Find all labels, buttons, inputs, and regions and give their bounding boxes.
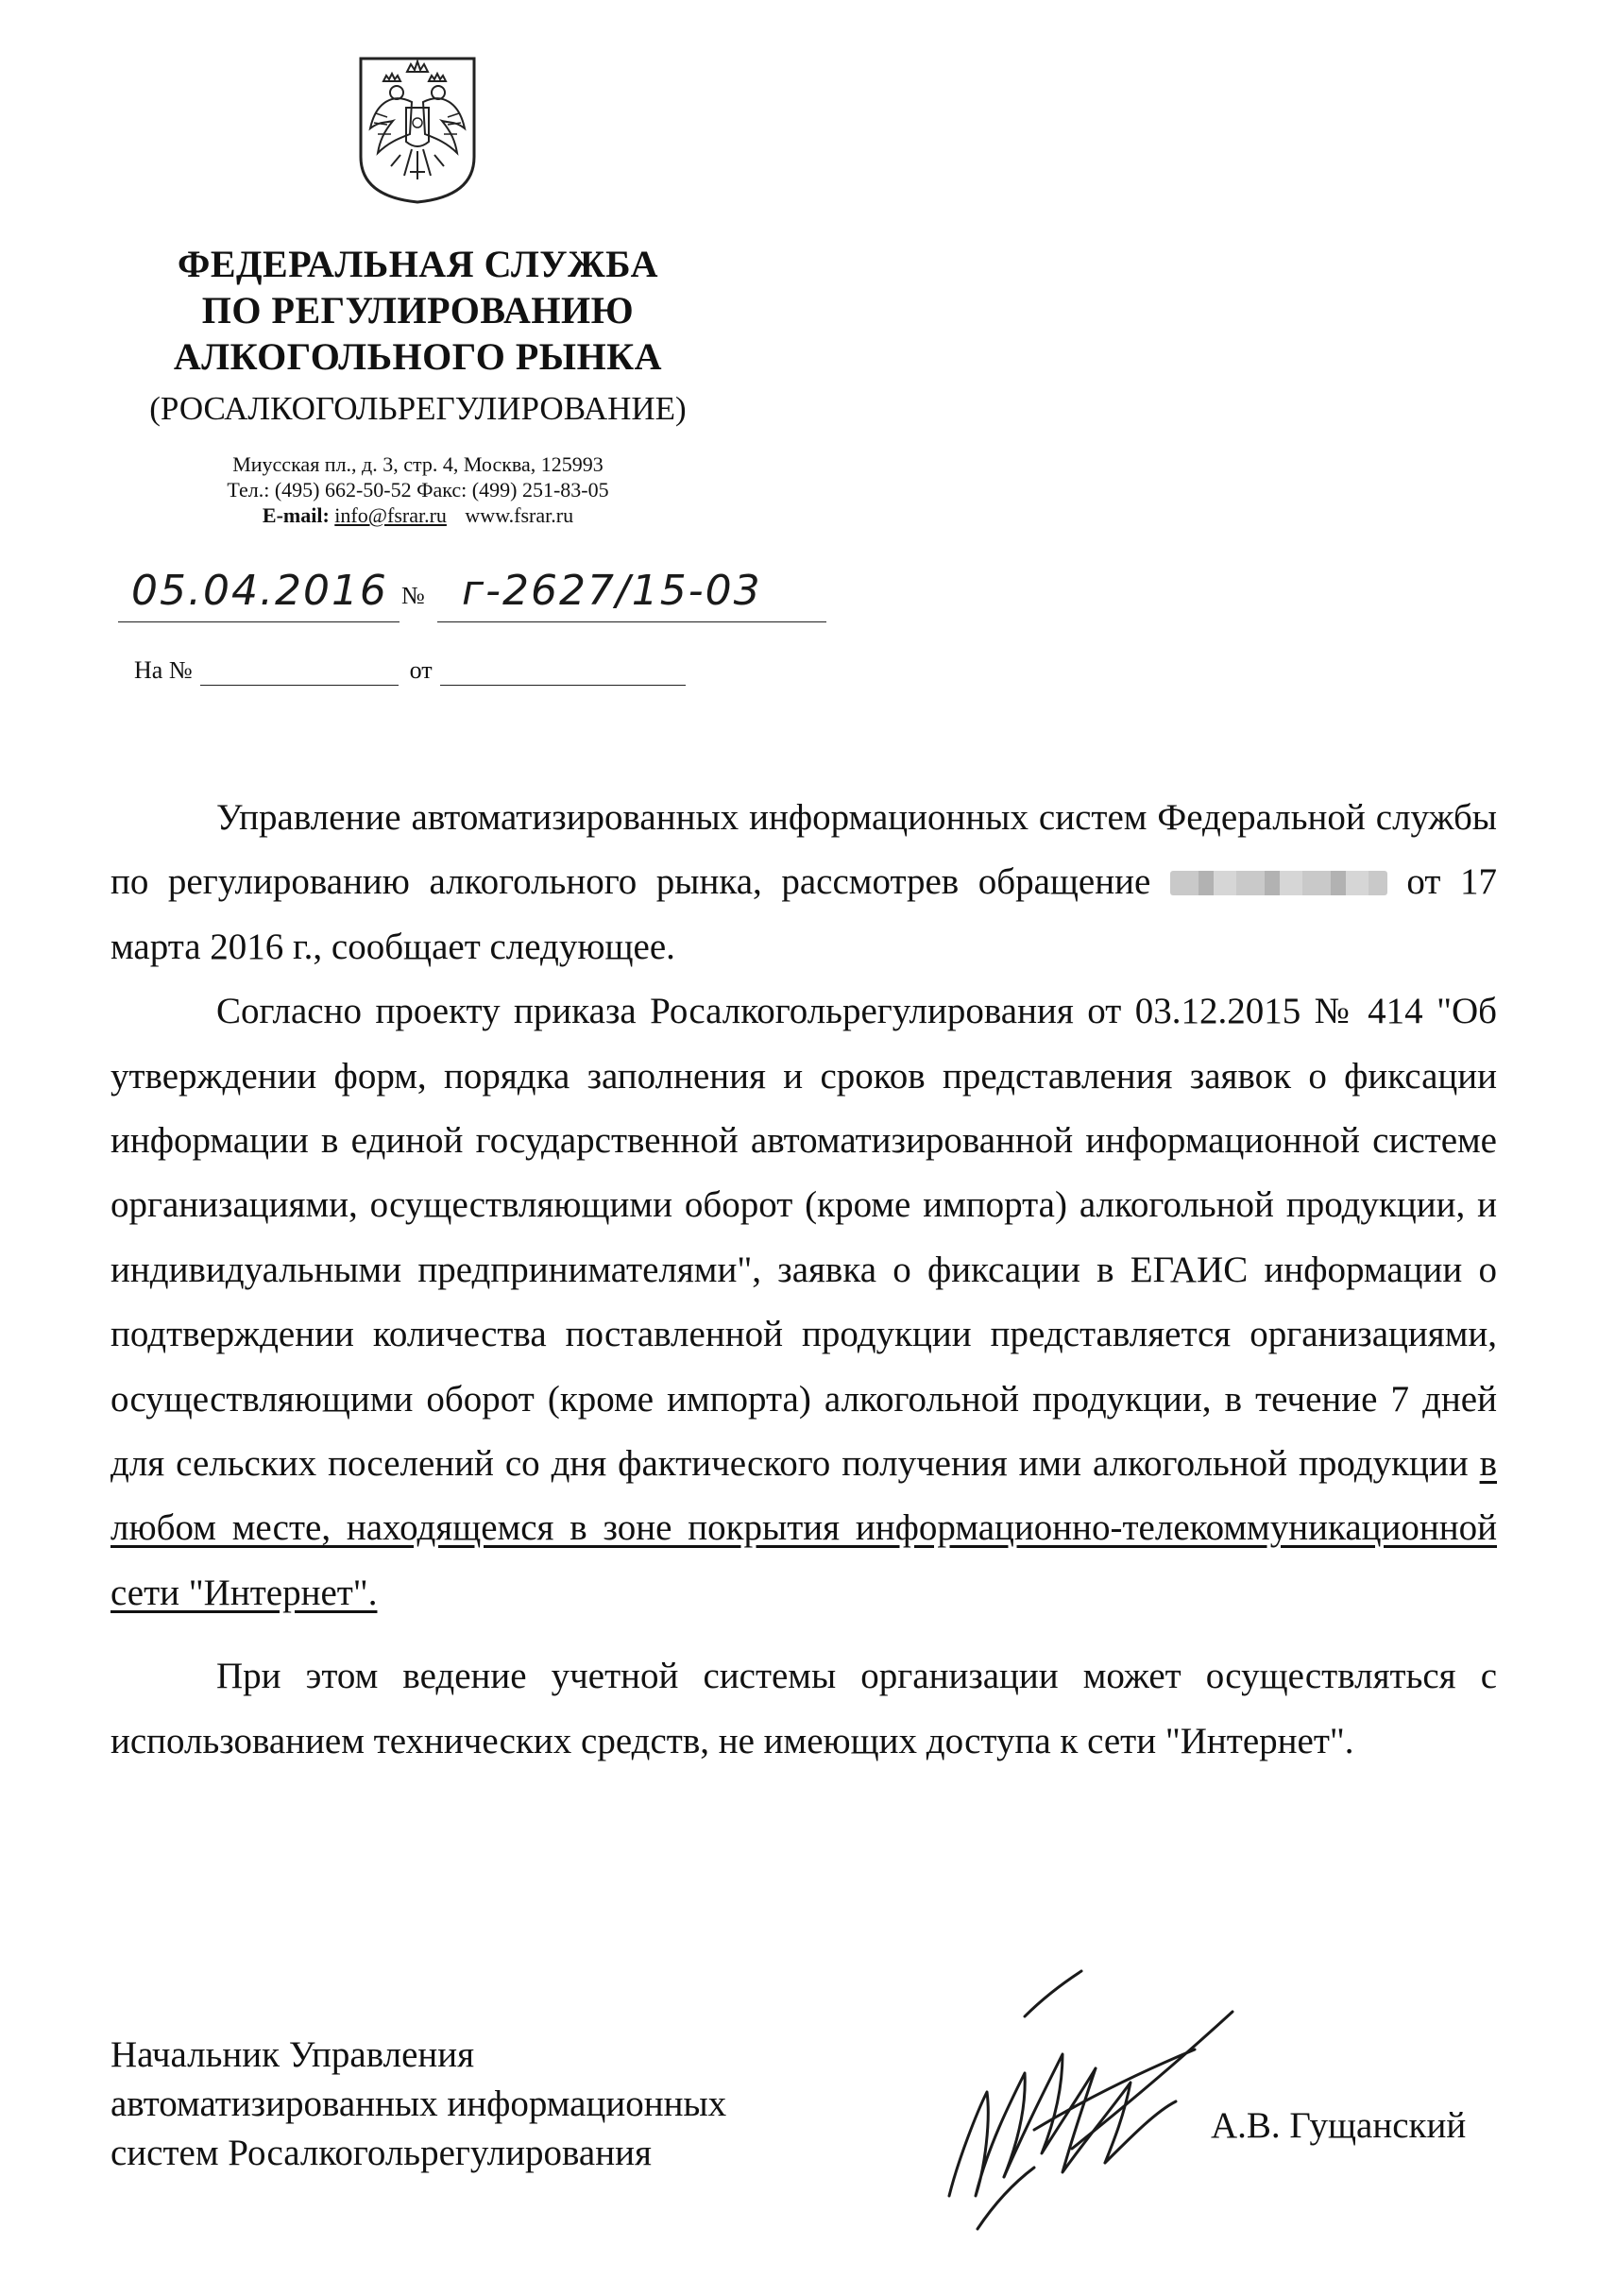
email-label: E-mail: bbox=[262, 503, 330, 527]
paragraph-1-text: Управление автоматизированных информационных систем Федеральной службы по регулированию алкогольного рынка, рассмотрев обращение bbox=[110, 797, 1497, 903]
paragraph-2-underlined: в любом месте, находящемся в зоне покрытия информационно-телекоммуникационной сети "Интернет". bbox=[110, 1443, 1497, 1613]
organization-name bbox=[104, 241, 732, 431]
signatory-title-line-3: систем Росалкогольрегулирования bbox=[110, 2133, 652, 2173]
number-label: № bbox=[401, 582, 425, 609]
redacted-name bbox=[1170, 871, 1387, 895]
paragraph-3: При этом ведение учетной системы организации может осуществляться с использованием технических средств, не имеющих доступа к сети "Интернет". bbox=[110, 1656, 1497, 1761]
org-line-1: ФЕДЕРАЛЬНАЯ СЛУЖБА bbox=[178, 243, 658, 285]
ref-number-blank bbox=[200, 656, 399, 686]
org-line-2: ПО РЕГУЛИРОВАНИЮ bbox=[201, 289, 635, 332]
address: Миусская пл., д. 3, стр. 4, Москва, 125993 bbox=[232, 452, 604, 476]
letter-body bbox=[110, 786, 1497, 1774]
email-link[interactable]: info@fsrar.ru bbox=[334, 503, 447, 527]
signatory-name: А.В. Гущанский bbox=[1211, 2105, 1467, 2146]
signatory-title-line-2: автоматизированных информационных bbox=[110, 2083, 727, 2124]
org-abbreviation: (РОСАЛКОГОЛЬРЕГУЛИРОВАНИЕ) bbox=[149, 390, 687, 427]
phone-fax: Тел.: (495) 662-50-52 Факс: (499) 251-83-05 bbox=[227, 478, 609, 502]
russian-coat-of-arms-icon bbox=[355, 55, 480, 206]
ref-label: На № bbox=[134, 656, 193, 684]
handwritten-number: г-2627/15-03 bbox=[462, 567, 762, 615]
reference-line bbox=[134, 656, 686, 686]
contacts-block bbox=[151, 451, 685, 528]
email-line bbox=[151, 502, 685, 528]
org-line-3: АЛКОГОЛЬНОГО РЫНКА bbox=[173, 335, 663, 378]
from-label: от bbox=[409, 656, 433, 684]
ref-date-blank bbox=[440, 656, 686, 686]
registration-line bbox=[118, 567, 836, 623]
paragraph-2-text: Согласно проекту приказа Росалкогольрегулирования от 03.12.2015 № 414 "Об утверждении форм, порядка заполнения и сроков представления заявок о фиксации информации в единой государственной автоматизированной информационной системе организациями, осуществляющими оборот (кроме импорта) алкогольной продукции, и индивидуальными предпринимателями", заявка о фиксации в ЕГАИС информации о подтверждении количества поставленной продукции представляется организациями, осуществляющими оборот (кроме импорта) алкогольной продукции, в течение 7 дней для сельских поселений со дня фактического получения ими алкогольной продукции bbox=[110, 991, 1497, 1485]
paragraph-1-tail: от 17 марта 2016 г., сообщает следующее. bbox=[110, 861, 1498, 967]
number-underline bbox=[437, 621, 826, 622]
signatory-title bbox=[110, 2031, 726, 2178]
paragraph-1 bbox=[110, 786, 1497, 979]
handwritten-date: 05.04.2016 bbox=[131, 567, 388, 615]
date-underline bbox=[118, 621, 400, 622]
website-link[interactable]: www.fsrar.ru bbox=[465, 503, 574, 527]
signatory-title-line-1: Начальник Управления bbox=[110, 2034, 475, 2075]
paragraph-2 bbox=[110, 979, 1497, 1625]
